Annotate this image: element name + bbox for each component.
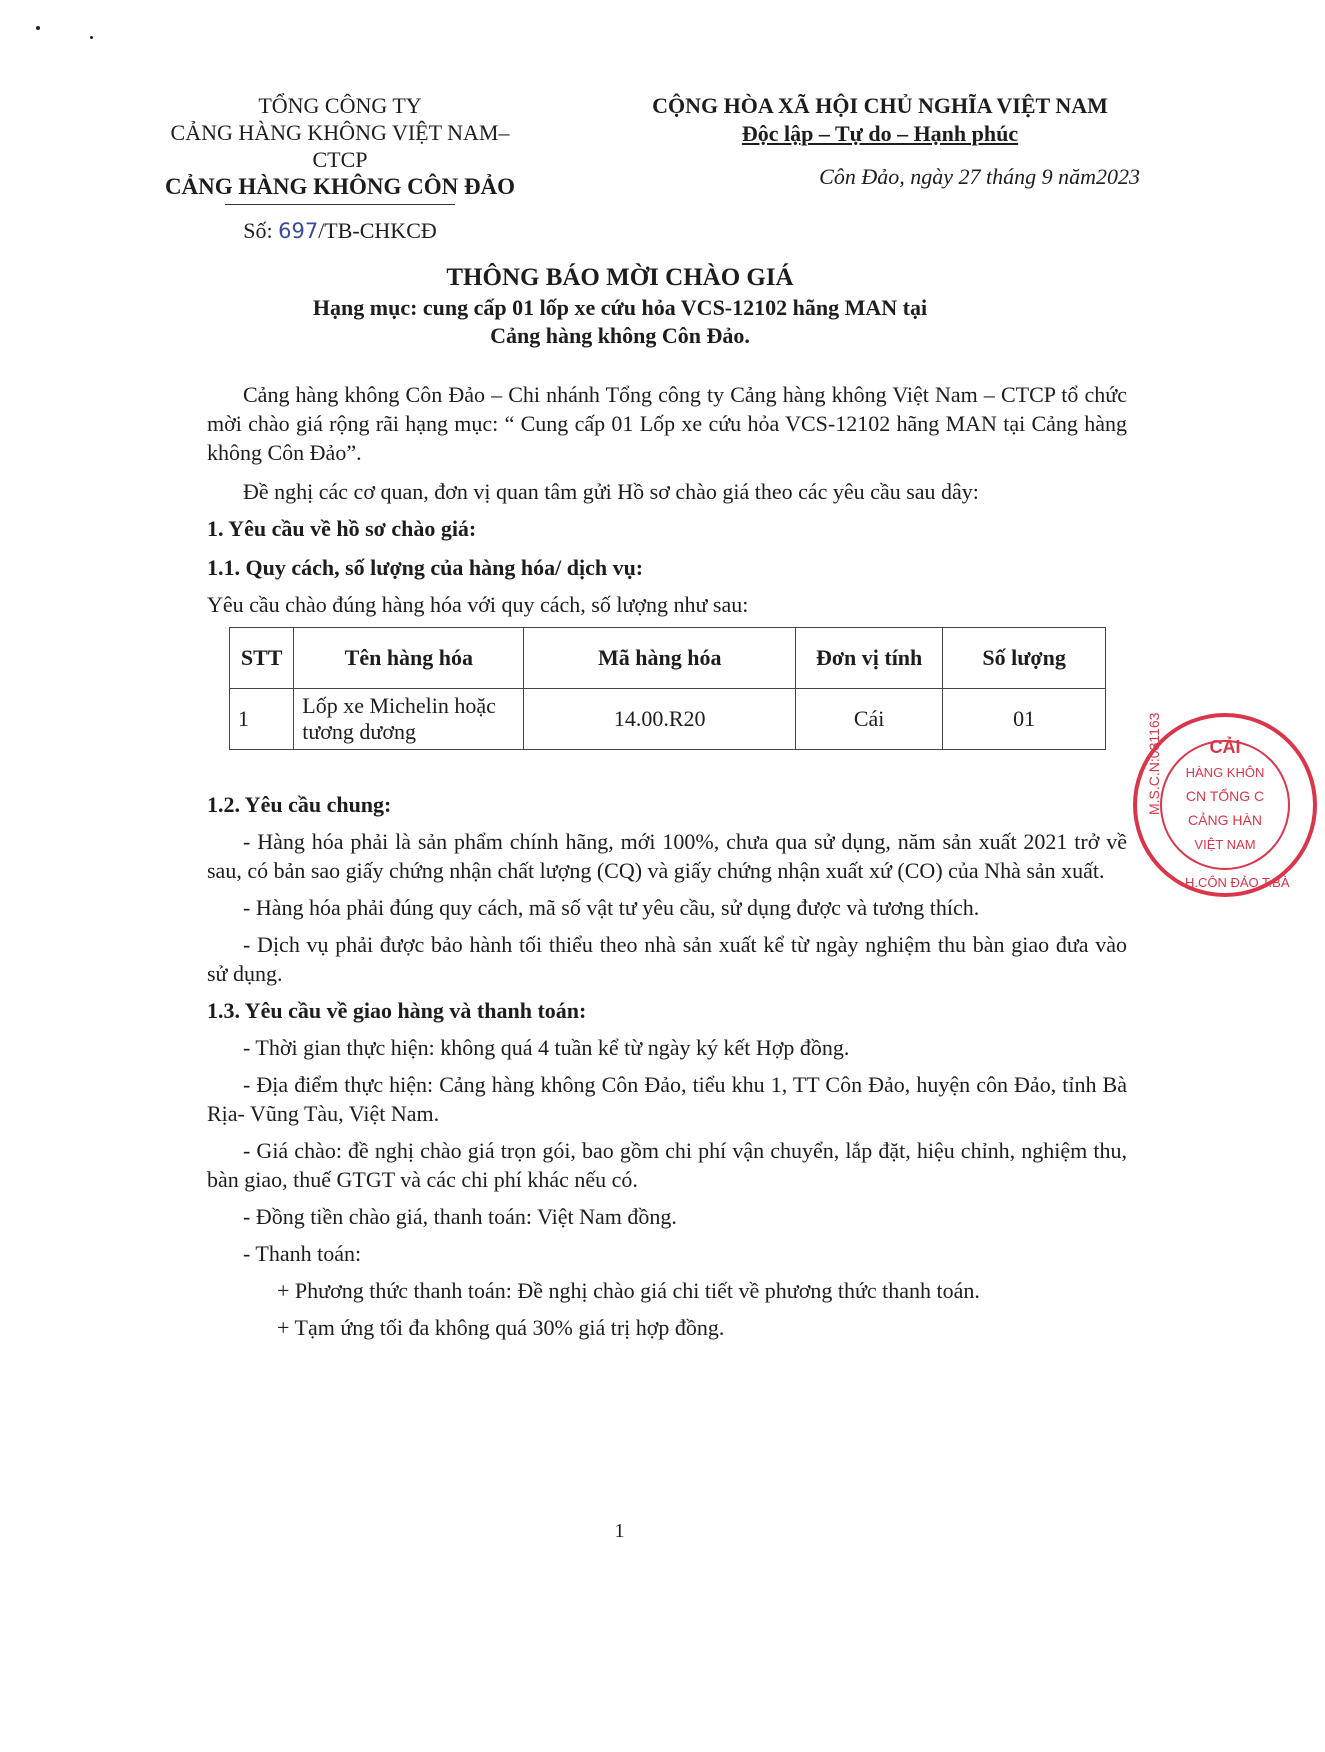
svg-text:H.CÔN ĐẢO T.BÀ: H.CÔN ĐẢO T.BÀ bbox=[1185, 875, 1290, 890]
doc-no-handwritten: 697 bbox=[278, 219, 319, 243]
delivery-item: - Địa điểm thực hiện: Cảng hàng không Côn Đảo, tiểu khu 1, TT Côn Đảo, huyện côn Đảo, tỉnh Bà Rịa- Vũng Tàu, Việt Nam. bbox=[207, 1072, 1127, 1126]
issuing-organization bbox=[160, 92, 520, 245]
delivery-item: - Đồng tiền chào giá, thanh toán: Việt Nam đồng. bbox=[243, 1204, 677, 1229]
doc-no-suffix: /TB-CHKCĐ bbox=[318, 218, 437, 243]
svg-text:VIỆT NAM: VIỆT NAM bbox=[1194, 837, 1256, 852]
org-underline-rule bbox=[225, 204, 455, 205]
cell-qty: 01 bbox=[943, 689, 1106, 750]
payment-item: + Phương thức thanh toán: Đề nghị chào giá chi tiết về phương thức thanh toán. bbox=[277, 1278, 980, 1303]
col-header-stt: STT bbox=[230, 628, 294, 689]
general-req-item: - Dịch vụ phải được bảo hành tối thiểu theo nhà sản xuất kể từ ngày nghiệm thu bàn giao đưa vào sử dụng. bbox=[207, 932, 1127, 986]
nation-title: CỘNG HÒA XÃ HỘI CHỦ NGHĨA VIỆT NAM bbox=[652, 93, 1108, 118]
doc-no-prefix: Số: bbox=[243, 218, 279, 243]
cell-stt: 1 bbox=[230, 689, 294, 750]
org-line2: CẢNG HÀNG KHÔNG VIỆT NAM–CTCP bbox=[170, 120, 510, 172]
national-header bbox=[620, 92, 1140, 190]
title-sub-line2: Cảng hàng không Côn Đảo. bbox=[490, 323, 750, 348]
title-sub-line1: Hạng mục: cung cấp 01 lốp xe cứu hỏa VCS-12102 hãng MAN tại bbox=[312, 295, 928, 320]
svg-text:CẢI: CẢI bbox=[1209, 737, 1241, 757]
scan-speck bbox=[90, 36, 93, 39]
cell-name: Lốp xe Michelin hoặc tương dương bbox=[294, 689, 524, 750]
section-1-1-text: Yêu cầu chào đúng hàng hóa với quy cách, số lượng như sau: bbox=[207, 592, 749, 617]
col-header-name: Tên hàng hóa bbox=[294, 628, 524, 689]
table-header-row bbox=[230, 628, 1106, 689]
nation-motto: Độc lập – Tự do – Hạnh phúc bbox=[741, 121, 1019, 146]
official-seal-stamp bbox=[1125, 705, 1325, 905]
general-req-item: - Hàng hóa phải đúng quy cách, mã số vật tư yêu cầu, sử dụng được và tương thích. bbox=[243, 895, 980, 920]
cell-unit: Cái bbox=[796, 689, 943, 750]
page-number: 1 bbox=[614, 1520, 625, 1542]
scan-speck bbox=[36, 26, 40, 30]
table-row bbox=[230, 689, 1106, 750]
svg-text:M.S.C.N:031163: M.S.C.N:031163 bbox=[1146, 712, 1162, 815]
col-header-code: Mã hàng hóa bbox=[524, 628, 796, 689]
svg-text:CẢNG HÀN: CẢNG HÀN bbox=[1188, 812, 1262, 828]
general-req-item: - Hàng hóa phải là sản phẩm chính hãng, mới 100%, chưa qua sử dụng, năm sản xuất 2021 trở về sau, có bản sao giấy chứng nhận chất lượng (CQ) và giấy chứng nhận xuất xứ (CO) của Nhà sản xuất. bbox=[207, 829, 1127, 883]
col-header-unit: Đơn vị tính bbox=[796, 628, 943, 689]
intro-paragraph: Cảng hàng không Côn Đảo – Chi nhánh Tổng công ty Cảng hàng không Việt Nam – CTCP tổ chức mời chào giá rộng rãi hạng mục: “ Cung cấp 01 Lốp xe cứu hỏa VCS-12102 hãng MAN tại Cảng hàng không Côn Đảo”. bbox=[207, 382, 1127, 465]
document-body bbox=[207, 380, 1127, 1342]
request-paragraph: Đề nghị các cơ quan, đơn vị quan tâm gửi Hồ sơ chào giá theo các yêu cầu sau dây: bbox=[243, 479, 979, 504]
col-header-qty: Số lượng bbox=[943, 628, 1106, 689]
org-line3: CẢNG HÀNG KHÔNG CÔN ĐẢO bbox=[164, 174, 516, 199]
delivery-item: - Thời gian thực hiện: không quá 4 tuần kể từ ngày ký kết Hợp đồng. bbox=[243, 1035, 850, 1060]
goods-table bbox=[229, 627, 1106, 750]
svg-text:CN TỔNG C: CN TỔNG C bbox=[1185, 788, 1265, 804]
title-main: THÔNG BÁO MỜI CHÀO GIÁ bbox=[446, 264, 794, 291]
document-title bbox=[180, 262, 1060, 350]
cell-code: 14.00.R20 bbox=[524, 689, 796, 750]
section-1-heading: 1. Yêu cầu về hồ sơ chào giá: bbox=[207, 516, 477, 541]
section-1-3-heading: 1.3. Yêu cầu về giao hàng và thanh toán: bbox=[207, 998, 587, 1023]
section-1-2-heading: 1.2. Yêu cầu chung: bbox=[207, 792, 392, 817]
section-1-1-heading: 1.1. Quy cách, số lượng của hàng hóa/ dịch vụ: bbox=[207, 555, 644, 580]
delivery-item: - Giá chào: đề nghị chào giá trọn gói, bao gồm chi phí vận chuyển, lắp đặt, hiệu chỉnh, nghiệm thu, bàn giao, thuế GTGT và các chi phí khác nếu có. bbox=[207, 1138, 1127, 1192]
document-number bbox=[160, 217, 520, 245]
org-line1: TỔNG CÔNG TY bbox=[258, 93, 422, 118]
delivery-item: - Thanh toán: bbox=[243, 1241, 362, 1266]
document-date: Côn Đảo, ngày 27 tháng 9 năm2023 bbox=[819, 164, 1140, 189]
svg-text:HÀNG KHÔN: HÀNG KHÔN bbox=[1185, 765, 1265, 780]
payment-item: + Tạm ứng tối đa không quá 30% giá trị hợp đồng. bbox=[277, 1315, 725, 1340]
